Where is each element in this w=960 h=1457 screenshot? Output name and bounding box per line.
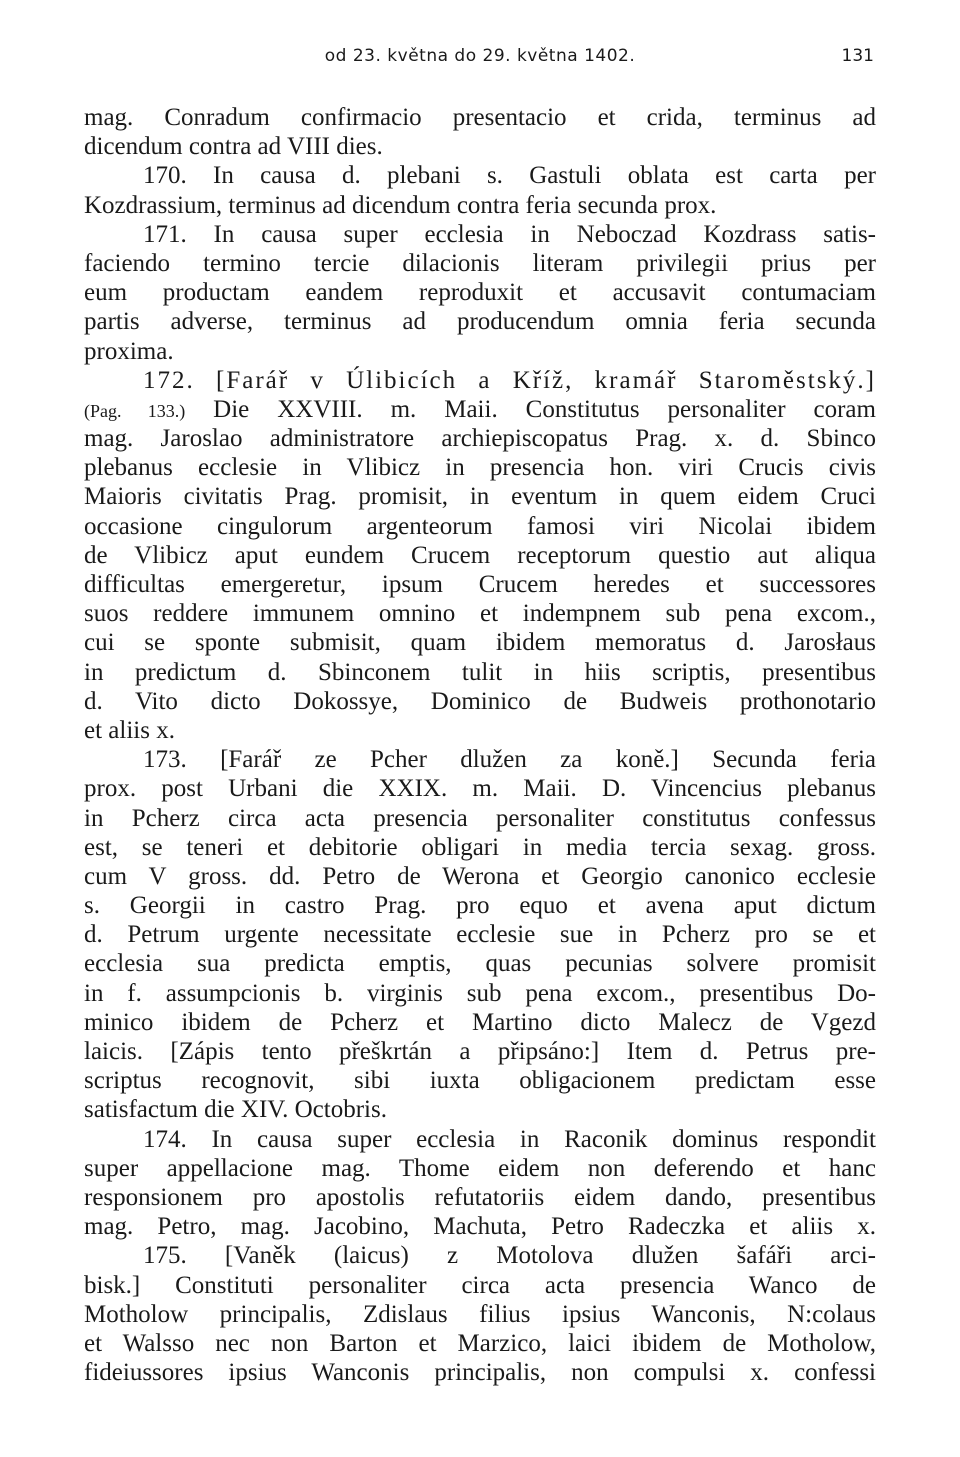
line-text: Die XXVIII. m. Maii. Constitutus personaliter coram: [185, 395, 876, 423]
line-text: et Walsso nec non Barton et Marzico, laici ibidem de Motholow,: [84, 1329, 876, 1357]
line-text: eum productam eandem reproduxit et accusavit contumaciam: [84, 279, 876, 307]
page-number: 131: [841, 46, 874, 66]
text-line: [84, 220, 876, 249]
line-text: 171. In causa super ecclesia in Neboczad Kozdrass satis-: [143, 220, 876, 248]
text-line: [84, 1329, 876, 1358]
text-line: [84, 570, 876, 599]
text-line: [84, 1008, 876, 1037]
text-line: [84, 687, 876, 716]
text-line: [84, 1183, 876, 1212]
text-line: [84, 366, 876, 395]
line-text: faciendo termino tercie dilacionis literam privilegii prius per: [84, 249, 876, 277]
running-header: [84, 46, 876, 76]
line-text: responsionem pro apostolis refutatoriis eidem dando, presentibus: [84, 1183, 876, 1211]
text-line: [84, 482, 876, 511]
running-title: od 23. května do 29. května 1402.: [324, 46, 636, 66]
line-text: Kozdrassium, terminus ad dicendum contra feria secunda prox.: [84, 191, 717, 219]
text-line: [84, 1358, 876, 1387]
text-line: [84, 1095, 876, 1124]
text-line: [84, 191, 876, 220]
line-text: in Pcherz circa acta presencia personaliter constitutus confessus: [84, 804, 876, 832]
line-text: ecclesia sua predicta emptis, quas pecunias solvere promisit: [84, 950, 876, 978]
line-text: 174. In causa super ecclesia in Raconik dominus respondit: [143, 1125, 876, 1153]
line-text: 172. [Farář v Úlibicích a Kříž, kramář Staroměstský.]: [143, 366, 876, 394]
line-text: dicendum contra ad VIII dies.: [84, 133, 383, 161]
text-line: [84, 395, 876, 424]
text-line: [84, 1125, 876, 1154]
text-line: [84, 103, 876, 132]
text-line: [84, 628, 876, 657]
text-line: [84, 833, 876, 862]
line-text: et aliis x.: [84, 716, 175, 744]
line-text: plebanus ecclesie in Vlibicz in presencia hon. viri Crucis civis: [84, 454, 876, 482]
text-line: [84, 424, 876, 453]
line-text: laicis. [Zápis tento přeškrtán a připsáno:] Item d. Petrus pre-: [84, 1038, 876, 1065]
line-text: d. Petrum urgente necessitate ecclesie sue in Pcherz pro se et: [84, 921, 876, 949]
line-text: super appellacione mag. Thome eidem non deferendo et hanc: [84, 1154, 876, 1182]
line-text: proxima.: [84, 337, 174, 365]
line-text: 170. In causa d. plebani s. Gastuli oblata est carta per: [143, 162, 876, 190]
line-text: d. Vito dicto Dokossye, Dominico de Budweis prothonotario: [84, 687, 876, 715]
text-line: [84, 716, 876, 745]
text-line: [84, 920, 876, 949]
line-text: satisfactum die XIV. Octobris.: [84, 1096, 387, 1124]
line-text: mag. Jaroslao administratore archiepiscopatus Prag. x. d. Sbinco: [84, 425, 876, 453]
line-text: Maioris civitatis Prag. promisit, in eventum in quem eidem Cruci: [84, 483, 876, 511]
text-line: [84, 745, 876, 774]
text-line: [84, 453, 876, 482]
text-line: [84, 891, 876, 920]
line-text: partis adverse, terminus ad producendum omnia feria secunda: [84, 308, 876, 336]
line-text: Motholow principalis, Zdislaus filius ipsius Wanconis, N:colaus: [84, 1300, 876, 1328]
line-text: mag. Conradum confirmacio presentacio et crida, terminus ad: [84, 104, 876, 131]
line-text: mag. Petro, mag. Jacobino, Machuta, Petro Radeczka et aliis x.: [84, 1213, 876, 1241]
text-line: [84, 862, 876, 891]
line-text: est, se teneri et debitorie obligari in media tercia sexag. gross.: [84, 833, 876, 861]
text-line: [84, 541, 876, 570]
text-line: [84, 658, 876, 687]
text-line: [84, 1271, 876, 1300]
line-text: cui se sponte submisit, quam ibidem memoratus d. Jarosłaus: [84, 629, 876, 657]
line-text: de Vlibicz aput eundem Crucem receptorum questio aut aliqua: [84, 541, 876, 569]
line-text: s. Georgii in castro Prag. pro equo et avena aput dictum: [84, 892, 876, 920]
text-line: [84, 307, 876, 336]
line-text: minico ibidem de Pcherz et Martino dicto Malecz de Vgezd: [84, 1008, 876, 1036]
line-text: difficultas emergeretur, ipsum Crucem heredes et successores: [84, 571, 876, 598]
page-reference: (Pag. 133.): [84, 400, 186, 421]
text-line: [84, 1300, 876, 1329]
line-text: 173. [Farář ze Pcher dlužen za koně.] Secunda feria: [143, 746, 876, 774]
text-line: [84, 979, 876, 1008]
text-line: [84, 161, 876, 190]
text-line: [84, 599, 876, 628]
line-text: bisk.] Constituti personaliter circa acta presencia Wanco de: [84, 1271, 876, 1299]
line-text: scriptus recognovit, sibi iuxta obligacionem predictam esse: [84, 1067, 876, 1095]
text-line: [84, 949, 876, 978]
line-text: cum V gross. dd. Petro de Werona et Georgio canonico ecclesie: [84, 862, 876, 890]
line-text: fideiussores ipsius Wanconis principalis, non compulsi x. confessi: [84, 1359, 876, 1387]
line-text: in predictum d. Sbinconem tulit in hiis scriptis, presentibus: [84, 658, 876, 686]
line-text: suos reddere immunem omnino et indempnem sub pena excom.,: [84, 600, 876, 628]
line-text: prox. post Urbani die XXIX. m. Maii. D. Vincencius plebanus: [84, 775, 876, 803]
text-line: [84, 132, 876, 161]
line-text: 175. [Vaněk (laicus) z Motolova dlužen šafáři arci-: [143, 1242, 876, 1270]
line-text: occasione cingulorum argenteorum famosi viri Nicolai ibidem: [84, 512, 876, 540]
body-text: [84, 103, 876, 1387]
text-line: [84, 1037, 876, 1066]
text-line: [84, 1066, 876, 1095]
text-line: [84, 337, 876, 366]
text-line: [84, 512, 876, 541]
text-line: [84, 1154, 876, 1183]
text-line: [84, 1241, 876, 1270]
text-line: [84, 774, 876, 803]
text-line: [84, 278, 876, 307]
line-text: in f. assumpcionis b. virginis sub pena excom., presentibus Do-: [84, 979, 876, 1007]
text-line: [84, 804, 876, 833]
text-line: [84, 249, 876, 278]
text-line: [84, 1212, 876, 1241]
